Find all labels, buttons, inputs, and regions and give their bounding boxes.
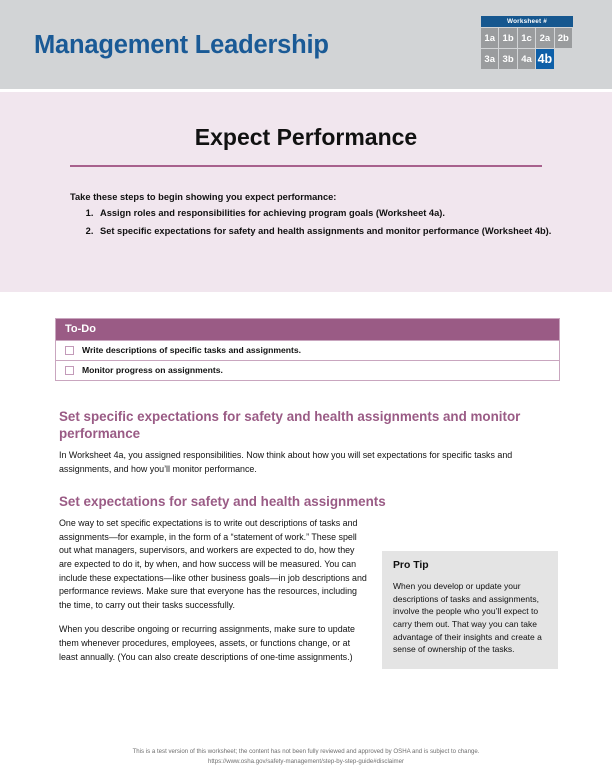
intro-step-1: 1. Assign roles and responsibilities for achieving program goals (Worksheet 4a). <box>96 206 566 220</box>
todo-item-2-label: Monitor progress on assignments. <box>82 365 223 375</box>
worksheet-cell-1c[interactable]: 1c <box>518 28 535 48</box>
header-band <box>0 0 612 89</box>
footer-url[interactable]: https://www.osha.gov/safety-management/step-by-step-guide#disclaimer <box>207 758 405 765</box>
section-heading-1: Set specific expectations for safety and health assignments and monitor performance <box>59 409 521 441</box>
pro-tip-box <box>382 551 558 669</box>
section-paragraph-2: One way to set specific expectations is to write out descriptions of tasks and assignments—for example, in the form of a “statement of work.” These spell out what managers, supervisors, and workers are expected to do, how they are expected to do it, by when, and how success will be measured. You can include these expectations—like other business goals—in job descriptions and performance reviews. Make sure that everyone has the resources, including the time, to carry out their tasks successfully. <box>59 518 367 610</box>
page-title: Expect Performance <box>194 124 418 150</box>
todo-item-2[interactable] <box>56 360 559 380</box>
worksheet-cell-2a[interactable]: 2a <box>536 28 553 48</box>
worksheet-cell-4a[interactable]: 4a <box>518 49 535 69</box>
worksheet-cell-2b[interactable]: 2b <box>555 28 572 48</box>
pro-tip-text: When you develop or update your descriptions of tasks and assignments, involve the people who you’ll expect to carry them out. That way you can take advantage of their insights and create a sense of ownership of the tasks. <box>393 581 542 655</box>
section-heading-2: Set expectations for safety and health assignments <box>59 494 386 510</box>
section-paragraph-1: In Worksheet 4a, you assigned responsibilities. Now think about how you will set expectations for specific tasks and assignments, and how you’ll monitor performance. <box>59 450 513 474</box>
pro-tip-title: Pro Tip <box>393 560 429 572</box>
intro-step-2: 2. Set specific expectations for safety and health assignments and monitor performance (Worksheet 4b). <box>96 224 566 238</box>
footer-disclaimer: This is a test version of this worksheet; the content has not been fully reviewed and approved by OSHA and is subject to change. <box>132 748 480 755</box>
todo-box <box>55 318 560 381</box>
worksheet-cell-1b[interactable]: 1b <box>499 28 516 48</box>
worksheet-number-grid <box>481 16 573 69</box>
todo-item-1[interactable] <box>56 340 559 360</box>
intro-steps-list <box>70 206 566 242</box>
worksheet-cell-1a[interactable]: 1a <box>481 28 498 48</box>
worksheet-cell-empty <box>555 49 572 69</box>
title-divider <box>70 165 542 167</box>
checkbox-icon[interactable] <box>65 346 74 355</box>
checkbox-icon[interactable] <box>65 366 74 375</box>
worksheet-cell-3a[interactable]: 3a <box>481 49 498 69</box>
todo-item-1-label: Write descriptions of specific tasks and assignments. <box>82 345 302 355</box>
intro-lead-text: Take these steps to begin showing you expect performance: <box>70 192 337 202</box>
worksheet-grid-row-1 <box>481 28 573 48</box>
worksheet-cell-4b-active[interactable]: 4b <box>536 49 553 69</box>
brand-title: Management Leadership <box>34 31 329 59</box>
todo-heading: To-Do <box>56 319 559 340</box>
worksheet-grid-caption: Worksheet # <box>481 16 573 27</box>
worksheet-grid-row-2 <box>481 49 573 69</box>
main-content <box>59 408 559 679</box>
section-paragraph-3: When you describe ongoing or recurring assignments, make sure to update them whenever procedures, employees, assets, or functions change, or at least annually. (You can also create descriptions of one-time assignments.) <box>59 624 355 662</box>
worksheet-cell-3b[interactable]: 3b <box>499 49 516 69</box>
footer <box>0 747 612 767</box>
